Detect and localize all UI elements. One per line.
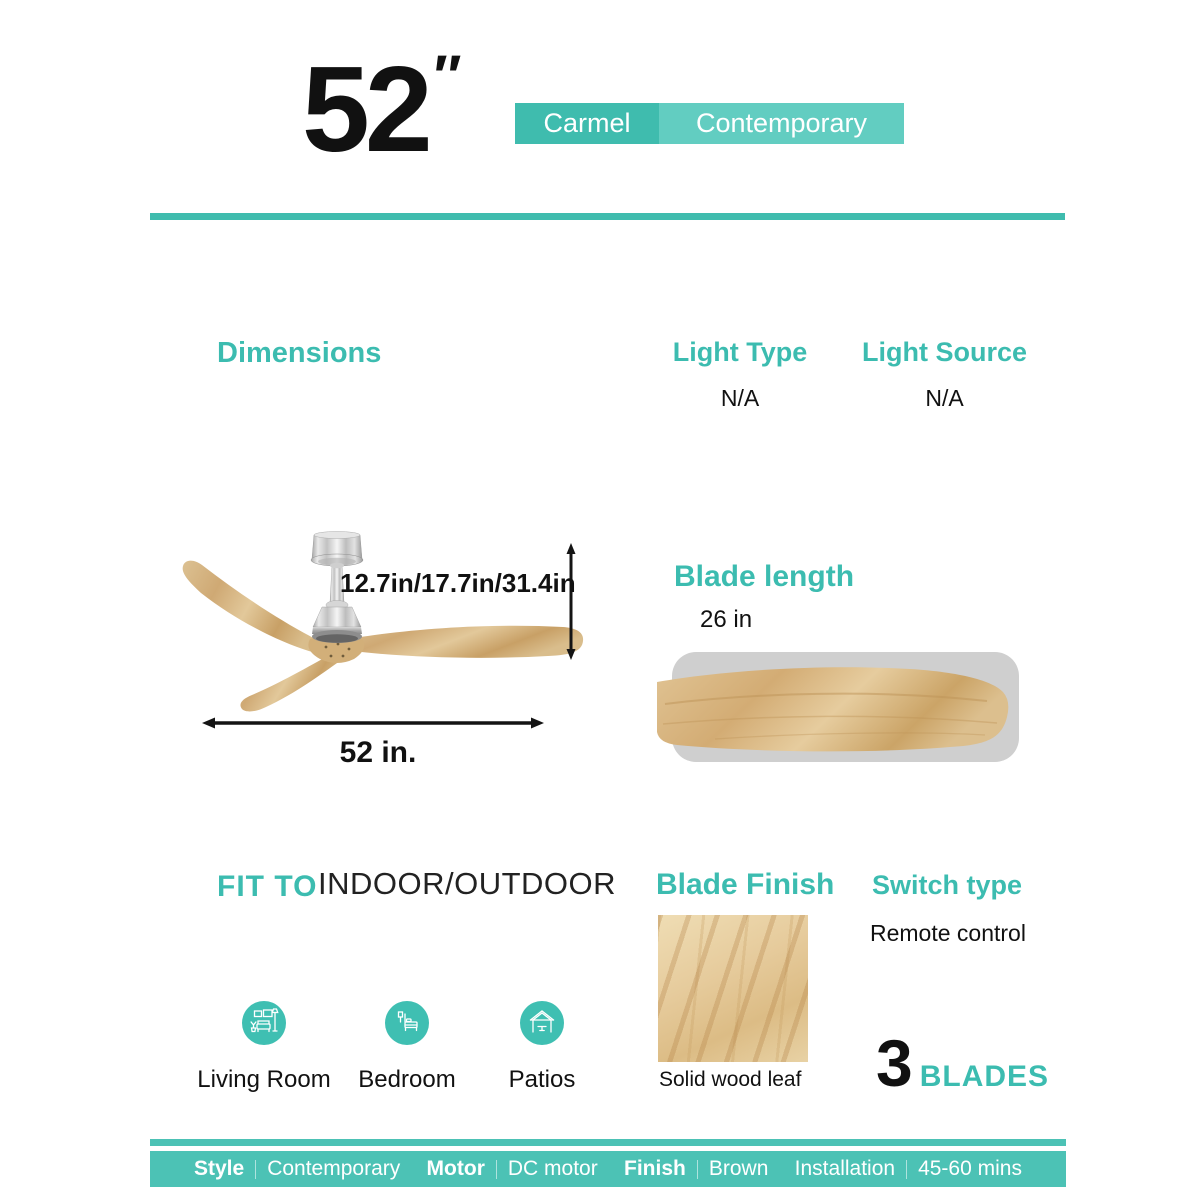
footer-label: Finish bbox=[624, 1157, 686, 1180]
light-source-title: Light Source bbox=[861, 337, 1027, 367]
fan-size-heading bbox=[302, 41, 462, 177]
dimensions-title: Dimensions bbox=[217, 337, 382, 369]
switch-type-title: Switch type bbox=[872, 870, 1023, 900]
blade-count-block bbox=[876, 1026, 1050, 1100]
fan-size-number: 52 bbox=[302, 41, 428, 177]
footer-item-finish bbox=[624, 1157, 768, 1181]
room-item-patios bbox=[472, 1001, 612, 1094]
blade-finish-swatch bbox=[658, 915, 808, 1062]
series-style-badge: Contemporary bbox=[659, 103, 904, 144]
blade-length-title: Blade length bbox=[674, 560, 855, 593]
series-name-badge: Carmel bbox=[515, 103, 659, 144]
room-item-bedroom bbox=[337, 1001, 477, 1094]
switch-type-value: Remote control bbox=[870, 920, 1026, 946]
footer-item-style bbox=[194, 1157, 400, 1181]
footer-value: Contemporary bbox=[267, 1157, 401, 1180]
blade-length-value: 26 in bbox=[700, 606, 753, 633]
width-dimension-arrow bbox=[202, 718, 544, 729]
blade-finish-title: Blade Finish bbox=[656, 868, 835, 901]
fit-to-title: FIT TO bbox=[217, 870, 318, 903]
footer-value: 45-60 mins bbox=[918, 1157, 1022, 1180]
series-badge bbox=[515, 103, 904, 144]
room-label: Patios bbox=[508, 1066, 576, 1093]
footer-stripe bbox=[150, 1139, 1066, 1146]
blade-finish-caption: Solid wood leaf bbox=[659, 1068, 802, 1091]
footer-value: Brown bbox=[708, 1157, 769, 1180]
footer-item-installation bbox=[795, 1157, 1022, 1181]
light-source-value: N/A bbox=[925, 385, 964, 411]
footer-value: DC motor bbox=[507, 1157, 598, 1180]
light-type-title: Light Type bbox=[672, 337, 808, 367]
footer-separator bbox=[255, 1160, 256, 1179]
width-dimension-label: 52 in. bbox=[339, 736, 417, 769]
top-divider bbox=[150, 213, 1065, 220]
footer-separator bbox=[697, 1160, 698, 1179]
inch-mark: ″ bbox=[433, 44, 462, 109]
room-label: Bedroom bbox=[358, 1066, 456, 1093]
living-room-icon bbox=[242, 1001, 286, 1045]
footer-label: Motor bbox=[426, 1157, 485, 1180]
blade-count-word: BLADES bbox=[919, 1060, 1050, 1093]
room-item-living-room bbox=[194, 1001, 334, 1094]
light-source-block bbox=[852, 337, 1037, 412]
ceiling-fan-image bbox=[168, 523, 598, 768]
footer-spec-bar bbox=[150, 1151, 1066, 1187]
height-dimension-label: 12.7in/17.7in/31.4in bbox=[340, 568, 576, 598]
blade-count-number: 3 bbox=[876, 1026, 913, 1100]
blade-image bbox=[655, 662, 1019, 762]
patio-icon bbox=[520, 1001, 564, 1045]
footer-label: Style bbox=[194, 1157, 245, 1180]
footer-item-motor bbox=[427, 1157, 598, 1181]
light-type-block bbox=[655, 337, 825, 412]
room-label: Living Room bbox=[197, 1066, 331, 1093]
footer-label: Installation bbox=[794, 1157, 896, 1180]
light-type-value: N/A bbox=[720, 385, 760, 411]
footer-separator bbox=[496, 1160, 497, 1179]
bedroom-icon bbox=[385, 1001, 429, 1045]
fit-to-value: INDOOR/OUTDOOR bbox=[318, 866, 617, 901]
footer-separator bbox=[906, 1160, 907, 1179]
